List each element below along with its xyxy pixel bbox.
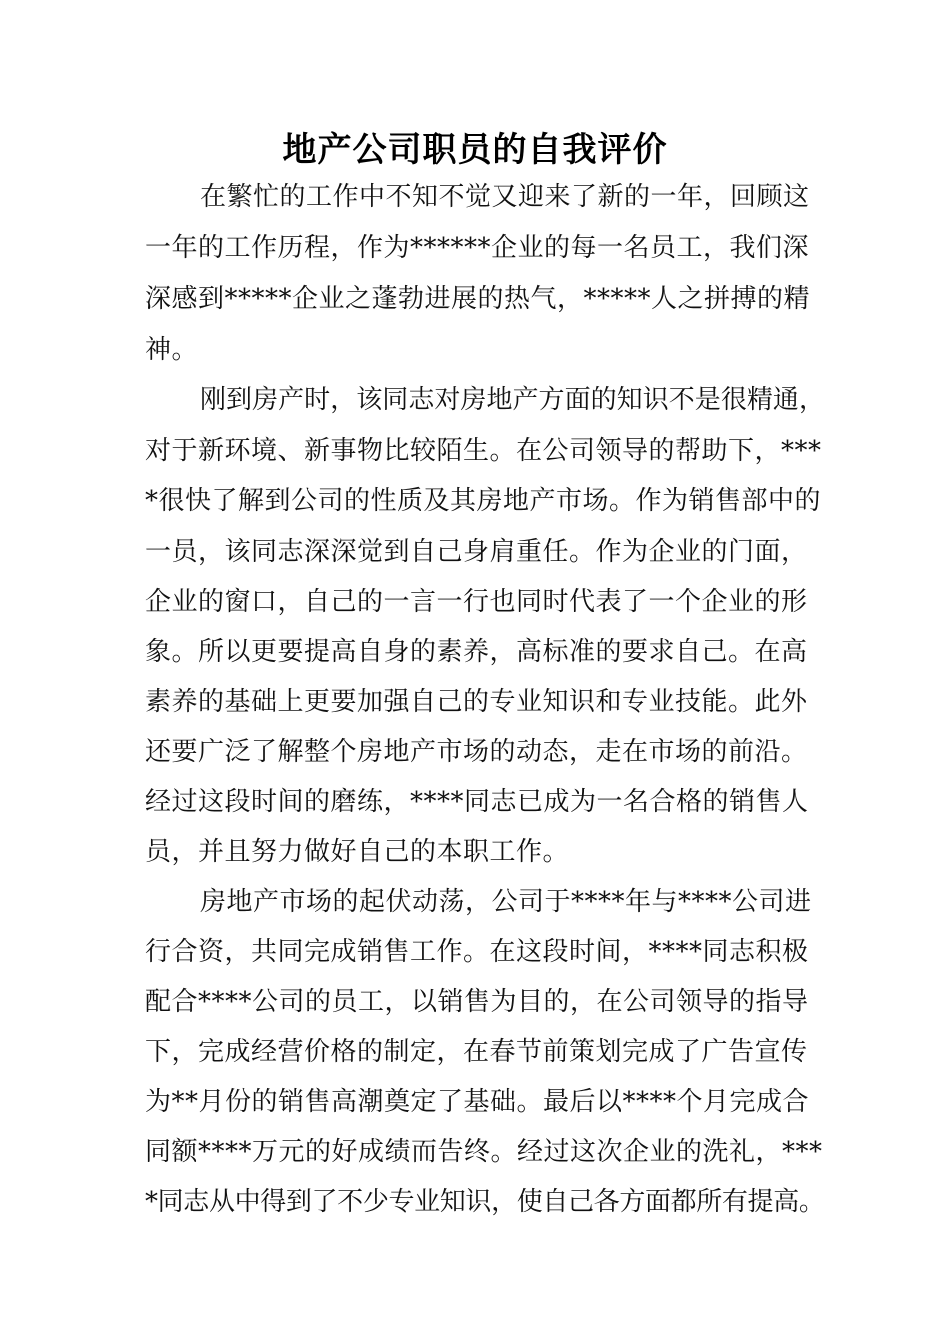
paragraph-line: *很快了解到公司的性质及其房地产市场。作为销售部中的	[145, 486, 822, 516]
paragraph-line: 配合****公司的员工，以销售为目的，在公司领导的指导	[145, 987, 809, 1017]
paragraph-line: 房地产市场的起伏动荡，公司于****年与****公司进	[200, 887, 812, 917]
paragraph-line: 素养的基础上更要加强自己的专业知识和专业技能。此外	[145, 687, 808, 717]
paragraph-line: 象。所以更要提高自身的素养，高标准的要求自己。在高	[145, 637, 808, 667]
document-title: 地产公司职员的自我评价	[282, 130, 668, 170]
paragraph-line: 深感到*****企业之蓬勃进展的热气，*****人之拼搏的精	[145, 284, 811, 314]
paragraph-line: 企业的窗口，自己的一言一行也同时代表了一个企业的形	[145, 587, 808, 617]
paragraph-line: 神。	[145, 335, 199, 365]
paragraph-line: 同额****万元的好成绩而告终。经过这次企业的洗礼，***	[145, 1137, 823, 1167]
paragraph-line: 行合资，共同完成销售工作。在这段时间，****同志积极	[145, 937, 809, 967]
paragraph-line: *同志从中得到了不少专业知识，使自己各方面都所有提高。	[145, 1187, 825, 1217]
paragraph-line: 对于新环境、新事物比较陌生。在公司领导的帮助下，***	[145, 436, 822, 466]
paragraph-line: 为**月份的销售高潮奠定了基础。最后以****个月完成合	[145, 1087, 810, 1117]
paragraph-line: 在繁忙的工作中不知不觉又迎来了新的一年，回顾这	[200, 182, 810, 212]
paragraph-line: 经过这段时间的磨练，****同志已成为一名合格的销售人	[145, 787, 809, 817]
paragraph-line: 员，并且努力做好自己的本职工作。	[145, 837, 570, 867]
paragraph-line: 刚到房产时，该同志对房地产方面的知识不是很精通，	[200, 385, 826, 415]
paragraph-line: 一员，该同志深深觉到自己身肩重任。作为企业的门面，	[145, 537, 808, 567]
paragraph-line: 下，完成经营价格的制定，在春节前策划完成了广告宣传	[145, 1037, 808, 1067]
paragraph-line: 还要广泛了解整个房地产市场的动态，走在市场的前沿。	[145, 737, 808, 767]
paragraph-line: 一年的工作历程，作为******企业的每一名员工，我们深	[145, 233, 810, 263]
